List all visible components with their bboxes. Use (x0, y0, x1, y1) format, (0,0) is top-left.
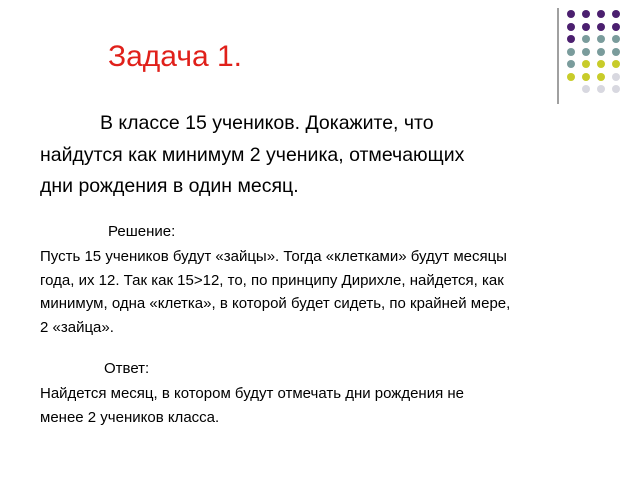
decorative-dot (597, 10, 605, 18)
decorative-dot (612, 73, 620, 81)
decorative-dot (612, 85, 620, 93)
solution-line: Пусть 15 учеников будут «зайцы». Тогда «клетками» будут месяцы (40, 248, 507, 265)
decorative-dot (582, 35, 590, 43)
decorative-dot (582, 73, 590, 81)
decorative-dot (597, 73, 605, 81)
problem-line: В классе 15 учеников. Докажите, что (100, 112, 434, 134)
decorative-dot (612, 48, 620, 56)
solution-heading: Решение: (108, 223, 176, 240)
decorative-dot (582, 85, 590, 93)
decorative-dot (567, 60, 575, 68)
decorative-dot (567, 10, 575, 18)
decorative-dot (612, 35, 620, 43)
decorative-dot (582, 10, 590, 18)
decorative-dot (597, 60, 605, 68)
decorative-dot (582, 48, 590, 56)
answer-text (40, 382, 464, 429)
problem-line: найдутся как минимум 2 ученика, отмечающих (40, 143, 465, 166)
decorative-dot (597, 85, 605, 93)
decorative-dot (567, 73, 575, 81)
answer-line: менее 2 учеников класса. (40, 408, 220, 426)
decorative-dot (582, 60, 590, 68)
answer-heading: Ответ: (104, 360, 150, 377)
decorative-dot-grid (567, 10, 639, 102)
decorative-dot (612, 60, 620, 68)
decorative-dot (597, 23, 605, 31)
decorative-dot (597, 48, 605, 56)
answer-line: Найдется месяц, в котором будут отмечать дни рождения не (40, 385, 465, 402)
decorative-dot (597, 35, 605, 43)
decorative-dot (567, 48, 575, 56)
problem-statement (40, 108, 464, 203)
decorative-dot (567, 23, 575, 31)
decorative-dot (567, 35, 575, 43)
solution-text (40, 245, 510, 339)
decorative-dot (582, 23, 590, 31)
decorative-divider (557, 8, 559, 104)
decorative-dot (612, 23, 620, 31)
solution-line: минимум, одна «клетка», в которой будет сидеть, по крайней мере, (40, 295, 511, 312)
solution-line: 2 «зайца». (40, 318, 114, 336)
problem-line: дни рождения в один месяц. (40, 175, 299, 197)
slide-title: Задача 1. (108, 40, 243, 73)
decorative-dot (612, 10, 620, 18)
solution-line: года, их 12. Так как 15>12, то, по принципу Дирихле, найдется, как (40, 271, 504, 289)
